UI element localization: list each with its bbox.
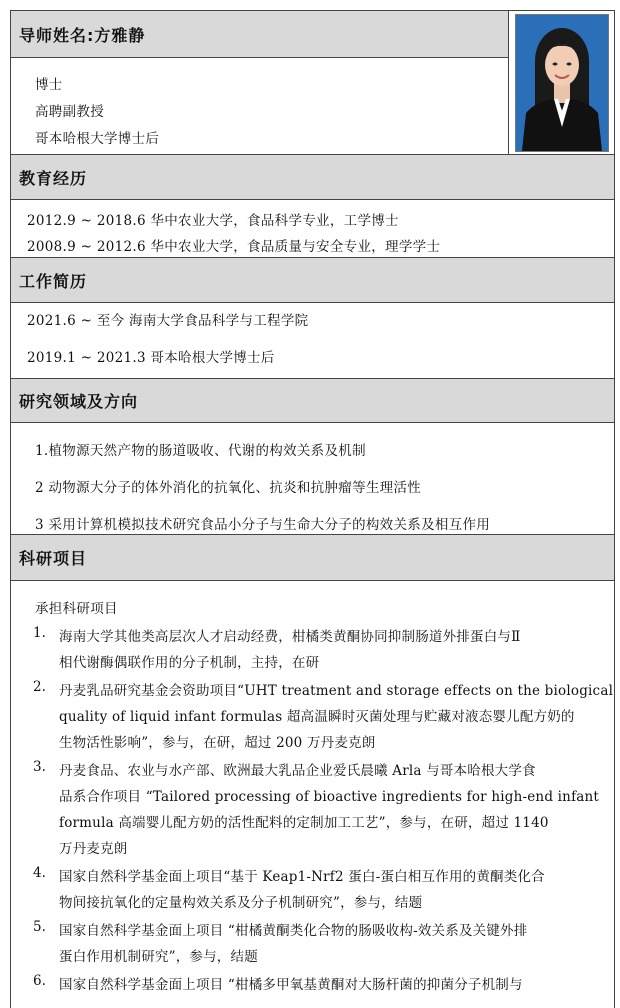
project-number: 1. bbox=[33, 625, 46, 641]
tutor-name: 导师姓名:方雅静 bbox=[19, 25, 146, 45]
project-line: 万丹麦克朗 bbox=[59, 841, 128, 857]
project-line: 相代谢酶偶联作用的分子机制，主持，在研 bbox=[59, 655, 320, 671]
cv-page bbox=[10, 10, 615, 1008]
project-number: 5. bbox=[33, 919, 46, 935]
section-work-title: 工作简历 bbox=[19, 271, 88, 291]
section-projects-title: 科研项目 bbox=[19, 549, 88, 568]
section-research-header bbox=[11, 379, 614, 422]
project-line: quality of liquid infant formulas 超高温瞬时灭菌处理与贮藏对液态婴儿配方奶的 bbox=[59, 709, 575, 725]
project-line: 物间接抗氧化的定量构效关系及分子机制研究”，参与，结题 bbox=[59, 895, 423, 911]
project-line: 国家自然科学基金面上项目“基于 Keap1-Nrf2 蛋白-蛋白相互作用的黄酮类化合 bbox=[59, 869, 545, 885]
section-research-title: 研究领域及方向 bbox=[19, 392, 139, 411]
project-line: formula 高端婴儿配方奶的活性配料的定制加工工艺”，参与，在研，超过 1140 bbox=[59, 815, 549, 831]
portrait-photo-cell bbox=[508, 11, 615, 154]
section-education-header bbox=[11, 155, 614, 199]
project-number: 4. bbox=[33, 865, 46, 881]
portrait-photo bbox=[515, 14, 609, 152]
project-line: 生物活性影响”，参与，在研，超过 200 万丹麦克朗 bbox=[59, 735, 376, 751]
title-position: 高聘副教授 bbox=[35, 104, 104, 120]
project-line: 品系合作项目 “Tailored processing of bioactive ingredients for high-end infant bbox=[59, 789, 600, 805]
section-work-header bbox=[11, 258, 614, 302]
name-header bbox=[11, 11, 508, 57]
projects-intro: 承担科研项目 bbox=[35, 601, 118, 617]
project-number: 3. bbox=[33, 759, 46, 775]
title-postdoc: 哥本哈根大学博士后 bbox=[35, 131, 160, 147]
project-line: 丹麦食品、农业与水产部、欧洲最大乳品企业爱氏晨曦 Arla 与哥本哈根大学食 bbox=[59, 763, 536, 779]
project-number: 6. bbox=[33, 973, 46, 989]
project-line: 丹麦乳品研究基金会资助项目“UHT treatment and storage effects on the biological bbox=[59, 683, 614, 699]
project-number: 2. bbox=[33, 679, 46, 695]
section-education-title: 教育经历 bbox=[19, 168, 88, 188]
research-item: 1.植物源天然产物的肠道吸收、代谢的构效关系及机制 bbox=[35, 443, 366, 459]
project-line: 海南大学其他类高层次人才启动经费，柑橘类黄酮协同抑制肠道外排蛋白与Ⅱ bbox=[59, 629, 521, 645]
section-projects-header bbox=[11, 535, 614, 580]
project-line: 国家自然科学基金面上项目 “柑橘多甲氧基黄酮对大肠杆菌的抑菌分子机制与 bbox=[59, 977, 523, 993]
project-line: 蛋白作用机制研究”，参与，结题 bbox=[59, 949, 258, 965]
title-degree: 博士 bbox=[35, 77, 63, 93]
research-item: 2 动物源大分子的体外消化的抗氧化、抗炎和抗肿瘤等生理活性 bbox=[35, 480, 422, 496]
research-item: 3 采用计算机模拟技术研究食品小分子与生命大分子的构效关系及相互作用 bbox=[35, 517, 491, 533]
work-item: 2019.1 ~ 2021.3 哥本哈根大学博士后 bbox=[27, 350, 275, 366]
project-line: 国家自然科学基金面上项目 “柑橘黄酮类化合物的肠吸收构-效关系及关键外排 bbox=[59, 923, 528, 939]
work-item: 2021.6 ~ 至今 海南大学食品科学与工程学院 bbox=[27, 313, 309, 329]
education-item: 2012.9 ~ 2018.6 华中农业大学，食品科学专业，工学博士 bbox=[27, 213, 399, 229]
education-item: 2008.9 ~ 2012.6 华中农业大学，食品质量与安全专业，理学学士 bbox=[27, 239, 441, 255]
